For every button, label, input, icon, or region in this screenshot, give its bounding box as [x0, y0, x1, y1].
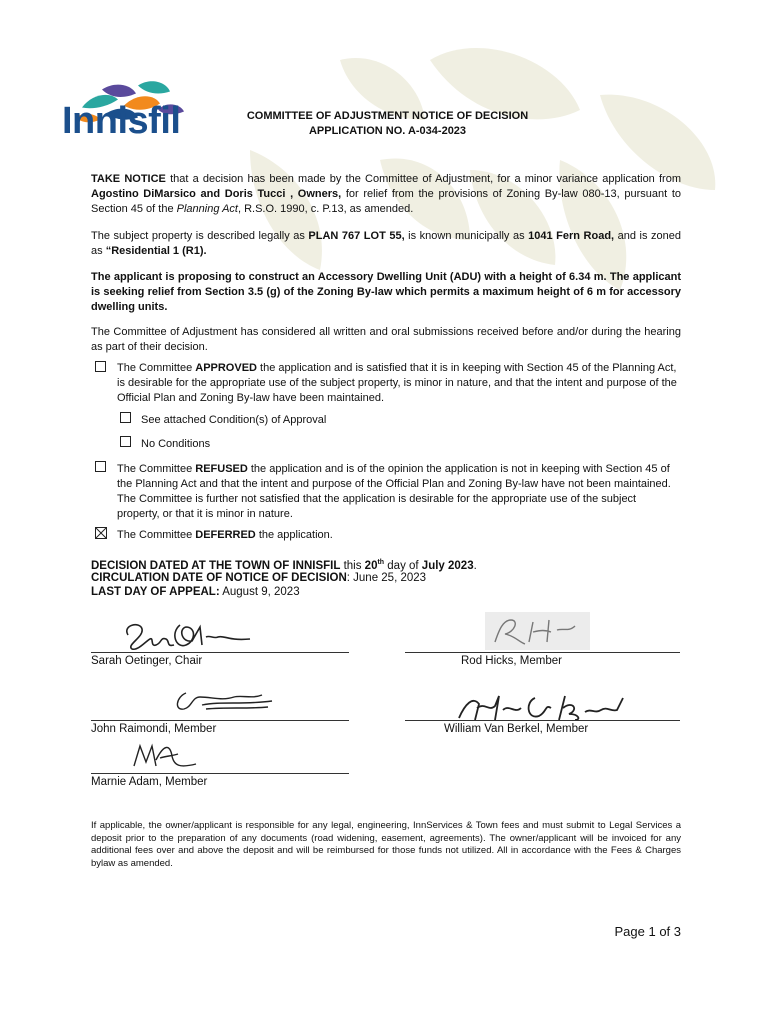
take-notice-paragraph: [91, 172, 681, 217]
approved-post: the application and is satisfied that it is in keeping with Section 45 of the Planning Act, is desirable for the appropriate use of the subject property, is minor in nature, and that the intent and purpose of the Official Plan and Zoning By-law have been maintained.: [117, 362, 677, 404]
legal-description: PLAN 767 LOT 55,: [308, 230, 405, 242]
decision-day-sup: th: [377, 559, 385, 566]
approved-pre: The Committee: [117, 362, 196, 374]
fees-footnote: If applicable, the owner/applicant is responsible for any legal, engineering, InnServices & Town fees and must submit to Legal Services a deposit prior to the preparation of any documents (road widening, easement, agreements). The owner/applicant will be invoiced for any additional fees over and above the deposit and will be reimbursed for those funds not utilized. All in accordance with the Fees & Charges bylaw as amended.: [91, 820, 681, 869]
decision-date: [91, 559, 477, 572]
hicks-name: Rod Hicks, Member: [461, 655, 562, 667]
approved-option-text: [117, 361, 680, 406]
owners-name: Agostino DiMarsico and Doris Tucci , Owners,: [91, 188, 342, 200]
zoning: “Residential 1 (R1).: [105, 245, 207, 257]
take-notice-text-3: , R.S.O. 1990, c. P.13, as amended.: [237, 203, 414, 215]
refused-post: the application and is of the opinion the application is not in keeping with Section 45 of the Planning Act and that the intent and purpose of the Official Plan and Zoning By-law have not been maintained. The Committee is further not satisfied that the application is desirable for the appropriate use of the subject property, or that it is minor in nature.: [117, 463, 671, 520]
adam-name: Marnie Adam, Member: [91, 776, 208, 788]
considered-paragraph: The Committee of Adjustment has considered all written and oral submissions received before and/or during the hearing as part of their decision.: [91, 326, 681, 353]
signature-hicks: [485, 612, 590, 650]
signature-line-van-berkel: [405, 720, 680, 721]
notice-title: COMMITTEE OF ADJUSTMENT NOTICE OF DECISION: [246, 110, 529, 122]
signature-line-chair: [91, 652, 349, 653]
no-conditions-checkbox[interactable]: [120, 436, 131, 447]
application-number: APPLICATION NO. A-034-2023: [308, 125, 467, 137]
van-berkel-name: William Van Berkel, Member: [444, 723, 589, 735]
decision-period: .: [473, 559, 477, 572]
decision-day-of: day of: [384, 559, 422, 572]
take-notice-label: TAKE NOTICE: [91, 173, 166, 185]
decision-month-year: July 2023: [421, 559, 474, 572]
signature-adam: [130, 740, 200, 772]
signature-raimondi: [172, 687, 282, 717]
deferred-post: the application.: [255, 529, 333, 541]
no-conditions-label: No Conditions: [141, 438, 211, 450]
refused-label: REFUSED: [195, 463, 248, 475]
property-text: The subject property is described legally as: [91, 230, 309, 242]
decision-label: DECISION DATED AT THE TOWN OF INNISFIL: [91, 559, 341, 572]
chair-name: Sarah Oetinger, Chair: [91, 655, 203, 667]
decision-day: 20: [364, 559, 378, 572]
appeal-value: August 9, 2023: [219, 586, 300, 598]
property-text-3: and is zoned as: [91, 230, 681, 257]
circulation-label: CIRCULATION DATE OF NOTICE OF DECISION: [91, 572, 347, 584]
deferred-option-text: [117, 528, 333, 543]
proposal-paragraph: The applicant is proposing to construct an Accessory Dwelling Unit (ADU) with a height of 6.34 m. The applicant is seeking relief from Section 3.5 (g) of the Zoning By-law which permits a maximum height of 6 m for accessory dwelling units.: [91, 271, 681, 313]
signature-line-adam: [91, 773, 349, 774]
deferred-checkbox-checked[interactable]: [95, 527, 107, 539]
approved-label: APPROVED: [195, 362, 257, 374]
approved-checkbox[interactable]: [95, 361, 106, 372]
deferred-pre: The Committee: [117, 529, 196, 541]
circulation-value: : June 25, 2023: [346, 572, 427, 584]
appeal-date: [91, 586, 300, 598]
planning-act: Planning Act: [176, 203, 238, 215]
page-number: Page 1 of 3: [614, 924, 681, 939]
take-notice-text: that a decision has been made by the Committee of Adjustment, for a minor variance application from: [165, 173, 681, 185]
signature-line-hicks: [405, 652, 680, 653]
signature-line-raimondi: [91, 720, 349, 721]
decision-this: this: [340, 559, 365, 572]
circulation-date: [91, 572, 426, 584]
municipal-address: 1041 Fern Road,: [528, 230, 615, 242]
property-text-2: is known municipally as: [404, 230, 529, 242]
signature-oetinger: [120, 615, 260, 655]
logo-wordmark: Innisfil: [62, 100, 181, 142]
refused-option-text: [117, 462, 680, 522]
appeal-label: LAST DAY OF APPEAL:: [91, 586, 220, 598]
raimondi-name: John Raimondi, Member: [91, 723, 217, 735]
take-notice-text-2: for relief from the provisions of Zoning By-law 080-13, pursuant to Section 45 of the: [91, 188, 681, 215]
conditions-checkbox[interactable]: [120, 412, 131, 423]
property-paragraph: [91, 229, 681, 259]
refused-checkbox[interactable]: [95, 461, 106, 472]
conditions-label: See attached Condition(s) of Approval: [141, 414, 327, 426]
deferred-label: DEFERRED: [195, 529, 256, 541]
signature-van-berkel: [455, 690, 635, 724]
refused-pre: The Committee: [117, 463, 196, 475]
